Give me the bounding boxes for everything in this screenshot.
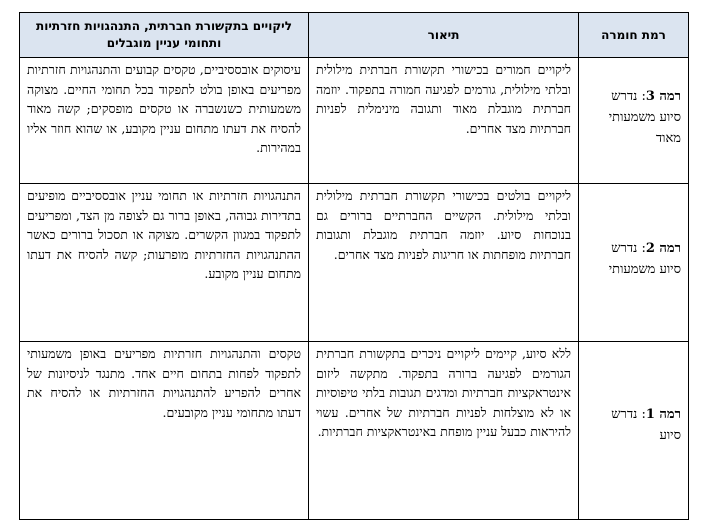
- severity-level-label: רמה 3: [645, 89, 681, 104]
- restricted-behaviors-cell: עיסוקים אובססיביים, טקסים קבועים והתנהגויות חזרתיות מפריעים באופן בולט לתפקוד בכל תחומי החיים. מצוקה משמעותית כשנשברה או טקסים מופסקים; קשה מאוד להסיח את דעתו מתחום עניין מקובע, או שהוא חוזר אליו במהירות.: [20, 58, 309, 184]
- severity-table: [19, 12, 689, 520]
- header-description: תיאור: [309, 13, 579, 58]
- severity-level-text: : נדרש סיוע: [611, 407, 681, 443]
- severity-level-cell: [579, 58, 689, 184]
- severity-level-cell: [579, 342, 689, 520]
- severity-table-container: [20, 12, 689, 520]
- header-severity-level: רמת חומרה: [579, 13, 689, 58]
- description-cell: ליקויים חמורים בכישורי תקשורת חברתית מילולית ובלתי מילולית, גורמים לפגיעה חמורה בתפקוד. יוזמה חברתית מוגבלת מאוד ותגובה מינימלית לפניות חברתיות מצד אחרים.: [309, 58, 579, 184]
- severity-level-cell: [579, 184, 689, 342]
- severity-level-text: : נדרש סיוע משמעותי מאוד: [608, 89, 681, 146]
- severity-level-label: רמה 1: [645, 407, 681, 422]
- table-row: [20, 342, 689, 520]
- restricted-behaviors-cell: טקסים והתנהגויות חזרתיות מפריעים באופן משמעותי לתפקוד לפחות בתחום חיים אחד. מתנגד לניסיונות של אחרים להפריע להתנהגויות החזרתיות או להסיח את דעתו מתחומי עניין מקובעים.: [20, 342, 309, 520]
- severity-level-text: : נדרש סיוע משמעותי: [608, 241, 681, 277]
- table-row: [20, 184, 689, 342]
- table-row: [20, 58, 689, 184]
- table-header-row: [20, 13, 689, 58]
- header-restricted-behaviors: ליקויים בתקשורת חברתית, התנהגויות חזרתיות ותחומי עניין מוגבלים: [20, 13, 309, 58]
- description-cell: ללא סיוע, קיימים ליקויים ניכרים בתקשורת חברתית הגורמים לפגיעה ברורה בתפקוד. מתקשה ליזום אינטראקציות חברתיות ומדגים תגובות בלתי טיפוסיות או לא מוצלחות לפניות חברתיות של אחרים. עשוי להיראות כבעל עניין מופחת באינטראקציות חברתיות.: [309, 342, 579, 520]
- description-cell: ליקויים בולטים בכישורי תקשורת חברתית מילולית ובלתי מילולית. הקשיים החברתיים ברורים גם בנוכחות סיוע. יוזמה חברתית מוגבלת ותגובות חברתיות מופחתות או חריגות לפניות מצד אחרים.: [309, 184, 579, 342]
- restricted-behaviors-cell: התנהגויות חזרתיות או תחומי עניין אובססיביים מופיעים בתדירות גבוהה, באופן ברור גם לצופה מן הצד, ומפריעים לתפקוד במגוון הקשרים. מצוקה או תסכול ברורים כאשר ההתנהגויות החזרתיות מופרעות; קשה להסיח את דעתו מתחום עניין מקובע.: [20, 184, 309, 342]
- severity-level-label: רמה 2: [645, 241, 681, 256]
